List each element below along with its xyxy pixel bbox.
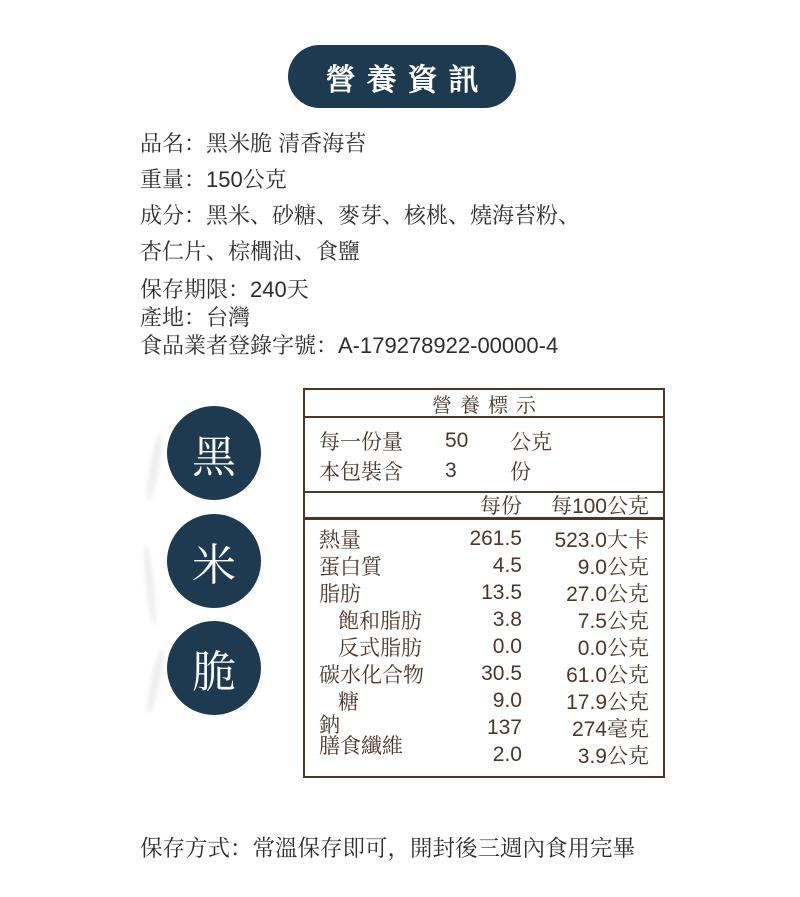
nutrition-facts-table	[303, 388, 665, 778]
nutrient-per-serving: 9.0	[492, 688, 522, 712]
product-shelf-life: 保存期限：240天	[140, 277, 309, 302]
nutrient-per-serving: 4.5	[492, 553, 522, 577]
nutrient-per-serving: 2.0	[492, 742, 522, 766]
storage-instructions: 保存方式：常溫保存即可，開封後三週內食用完畢	[140, 836, 636, 861]
nutrient-per-serving: 30.5	[481, 661, 522, 685]
nutrition-row-saturated-fat	[319, 606, 649, 633]
nutrient-label: 蛋白質	[319, 555, 382, 579]
product-meta-block	[140, 276, 558, 360]
nutrient-per-100g: 7.5公克	[577, 609, 649, 633]
nutrition-table-title: 營養標示	[305, 390, 663, 418]
brand-circle-mi	[167, 514, 261, 608]
nutrient-per-100g: 9.0公克	[577, 555, 649, 579]
brand-circle-char: 脆	[192, 648, 236, 697]
nutrition-row-carbohydrate	[319, 660, 649, 687]
product-name: 品名：黑米脆 清香海苔	[140, 131, 367, 156]
nutrient-label: 膳食纖維	[319, 734, 403, 758]
column-header-per-serving: 每份	[480, 495, 522, 518]
brand-circle-char: 米	[192, 541, 236, 590]
nutrient-label: 飽和脂肪	[338, 609, 422, 633]
nutrient-per-100g: 27.0公克	[566, 582, 649, 606]
nutrient-per-100g: 17.9公克	[566, 690, 649, 714]
column-header-per-100g: 每100公克	[550, 495, 649, 518]
nutrient-per-100g: 61.0公克	[566, 663, 649, 687]
nutrient-per-serving: 3.8	[492, 607, 522, 631]
page-title: 營養資訊	[325, 63, 490, 97]
nutrient-label: 糖	[338, 690, 359, 714]
nutrition-row-calories	[319, 525, 649, 552]
nutrition-row-fat	[319, 579, 649, 606]
nutrition-row-protein	[319, 552, 649, 579]
nutrient-label: 熱量	[319, 528, 361, 552]
nutrient-per-serving: 261.5	[469, 526, 522, 550]
product-weight: 重量：150公克	[140, 167, 287, 192]
nutrition-row-trans-fat	[319, 633, 649, 660]
product-ingredients: 成分：黑米、砂糖、麥芽、核桃、燒海苔粉、杏仁片、棕櫚油、食鹽	[140, 203, 581, 264]
brand-circle-cui	[167, 621, 261, 715]
nutrient-label: 反式脂肪	[338, 636, 422, 660]
servings-per-pack-value: 3	[445, 459, 457, 482]
serving-size-row	[319, 426, 649, 456]
servings-per-pack-unit: 份	[510, 461, 531, 484]
brush-stroke-decoration	[142, 545, 158, 625]
nutrition-column-headers	[305, 493, 663, 520]
brand-circle-hei	[167, 406, 261, 500]
serving-size-value: 50	[445, 429, 469, 452]
nutrient-per-serving: 137	[486, 715, 522, 739]
nutrient-label: 鈉	[319, 713, 340, 737]
nutrient-label: 脂肪	[319, 582, 361, 606]
servings-per-pack-label: 本包裝含	[319, 461, 403, 484]
product-info-block	[140, 126, 592, 270]
servings-per-pack-row	[319, 456, 649, 486]
nutrient-per-100g: 523.0大卡	[554, 528, 649, 552]
brand-circle-char: 黑	[192, 433, 236, 482]
nutrition-data-section	[305, 520, 663, 776]
serving-size-label: 每一份量	[319, 431, 403, 454]
brush-stroke-decoration	[144, 432, 165, 502]
nutrition-row-dietary-fiber	[319, 734, 649, 768]
product-registration-number: 食品業者登錄字號：A-179278922-00000-4	[140, 333, 559, 358]
nutrient-per-serving: 13.5	[481, 580, 522, 604]
nutrient-per-100g: 0.0公克	[577, 636, 649, 660]
product-origin: 產地：台灣	[140, 305, 251, 330]
serving-size-unit: 公克	[510, 431, 552, 454]
page-title-badge	[288, 45, 516, 108]
nutrient-label: 碳水化合物	[319, 663, 424, 687]
nutrient-per-100g: 274毫克	[571, 717, 649, 741]
nutrient-per-serving: 0.0	[492, 634, 522, 658]
nutrient-per-100g: 3.9公克	[577, 744, 649, 768]
brush-stroke-decoration	[144, 648, 167, 714]
serving-section	[305, 418, 663, 493]
